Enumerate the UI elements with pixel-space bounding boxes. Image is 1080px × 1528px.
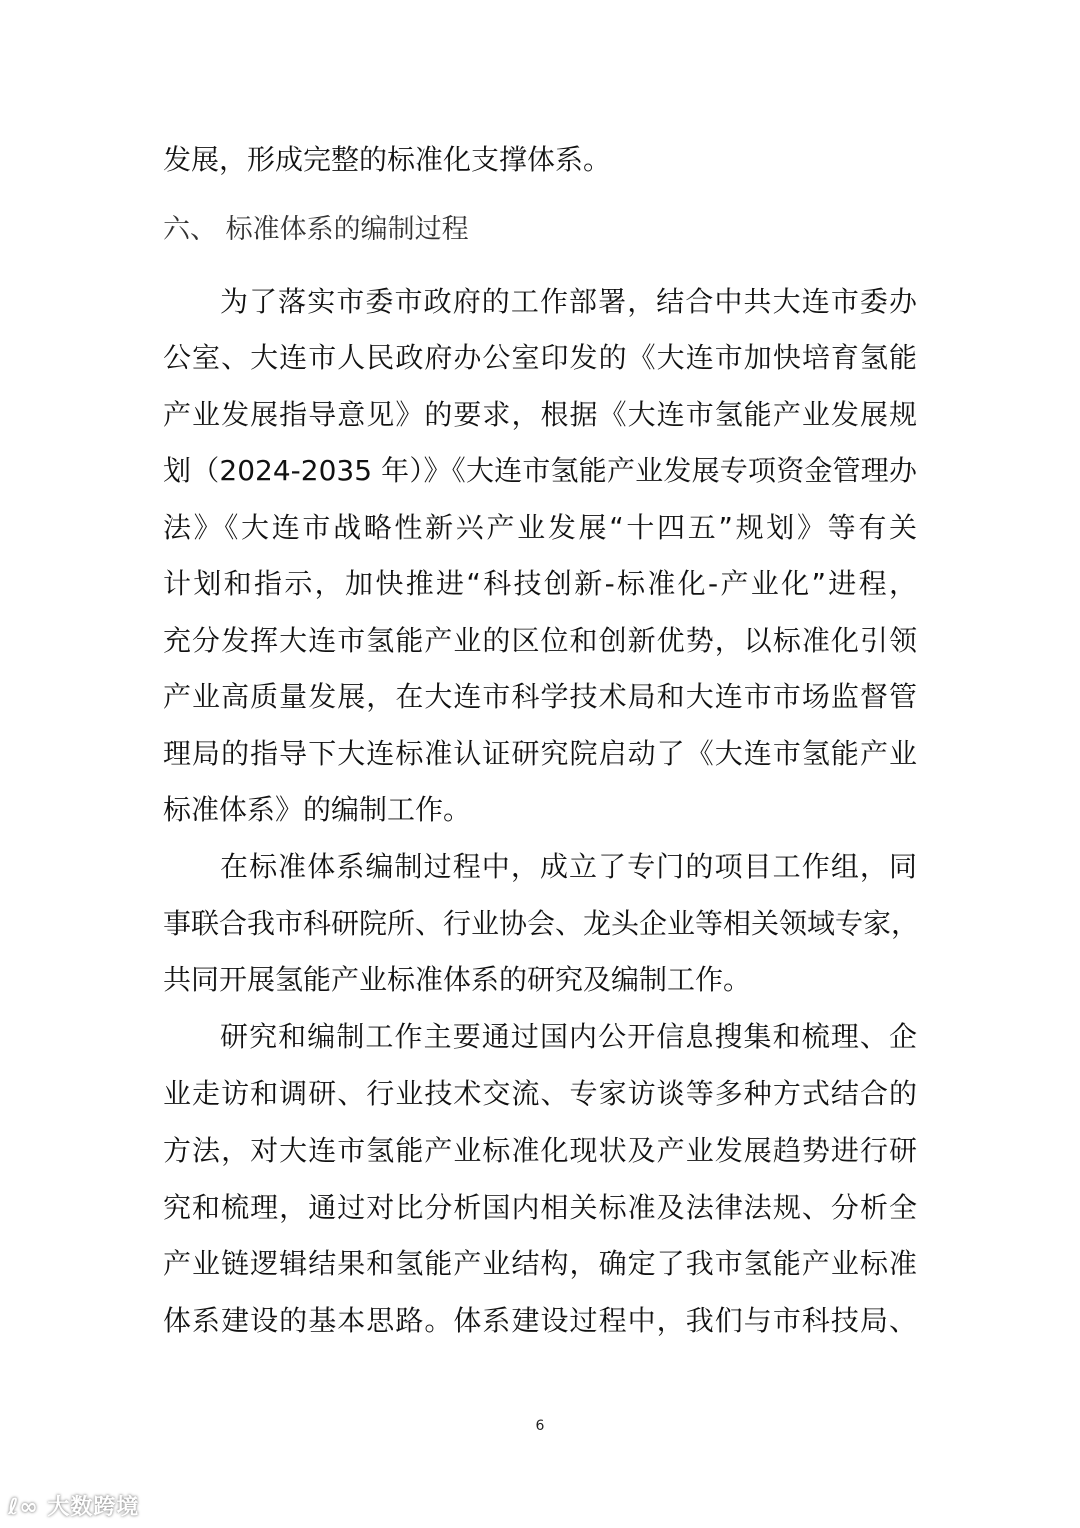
paragraph-line: 法》《大连市战略性新兴产业发展“十四五”规划》等有关 [163, 511, 917, 544]
paragraph-line: 业走访和调研、行业技术交流、专家访谈等多种方式结合的 [163, 1077, 917, 1110]
paragraph-line: 产业链逻辑结果和氢能产业结构，确定了我市氢能产业标准 [163, 1247, 917, 1280]
paragraph-line: 研究和编制工作主要通过国内公开信息搜集和梳理、企 [220, 1020, 917, 1053]
watermark-icon: ℓ∞ [8, 1495, 48, 1520]
paragraph-line: 理局的指导下大连标准认证研究院启动了《大连市氢能产业 [163, 737, 917, 770]
paragraph-line: 划（2024-2035 年）》《大连市氢能产业发展专项资金管理办 [163, 454, 917, 487]
paragraph-line: 究和梳理，通过对比分析国内相关标准及法律法规、分析全 [163, 1191, 917, 1224]
intro-line: 发展，形成完整的标准化支撑体系。 [163, 143, 612, 176]
watermark-text: 大数跨境 [47, 1495, 140, 1520]
paragraph-line: 共同开展氢能产业标准体系的研究及编制工作。 [163, 963, 752, 996]
paragraph-line: 在标准体系编制过程中，成立了专门的项目工作组，同 [220, 850, 917, 883]
paragraph-line: 充分发挥大连市氢能产业的区位和创新优势，以标准化引领 [163, 624, 917, 657]
paragraph-line: 为了落实市委市政府的工作部署，结合中共大连市委办 [220, 285, 917, 318]
paragraph-line: 产业高质量发展，在大连市科学技术局和大连市市场监督管 [163, 680, 917, 713]
paragraph-line: 标准体系》的编制工作。 [163, 793, 472, 826]
paragraph-line: 事联合我市科研院所、行业协会、龙头企业等相关领域专家， [163, 907, 920, 940]
paragraph-line: 方法，对大连市氢能产业标准化现状及产业发展趋势进行研 [163, 1134, 917, 1167]
watermark-logo [8, 1490, 139, 1521]
paragraph-line: 体系建设的基本思路。体系建设过程中，我们与市科技局、 [163, 1304, 917, 1337]
paragraph-line: 计划和指示，加快推进“科技创新-标准化-产业化”进程， [163, 567, 917, 600]
section-heading: 六、 标准体系的编制过程 [163, 214, 469, 245]
page-number: 6 [535, 1418, 545, 1434]
paragraph-line: 产业发展指导意见》的要求，根据《大连市氢能产业发展规 [163, 398, 917, 431]
paragraph-line: 公室、大连市人民政府办公室印发的《大连市加快培育氢能 [163, 341, 917, 374]
